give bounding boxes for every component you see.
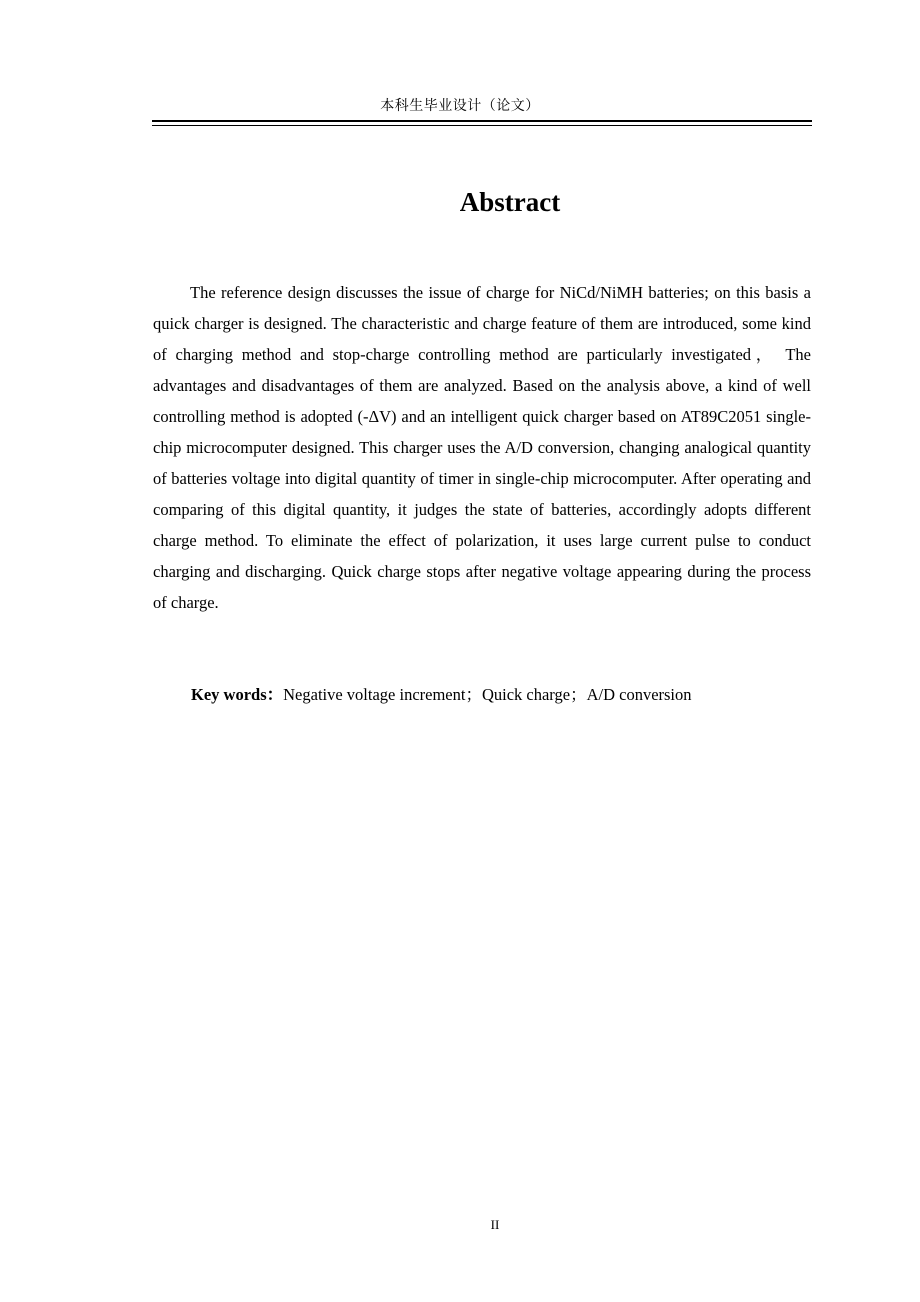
keywords-list: Negative voltage increment；Quick charge；A/D conversion	[283, 685, 692, 704]
abstract-paragraph: The reference design discusses the issue of charge for NiCd/NiMH batteries; on this basis a quick charger is designed. The characteristic and charge feature of them are introduced, some kind of charging method and stop-charge controlling method are particularly investigated， The advantages and disadvantages of them are analyzed. Based on the analysis above, a kind of well controlling method is adopted (-ΔV) and an intelligent quick charger based on AT89C2051 single-chip microcomputer designed. This charger uses the A/D conversion, changing analogical quantity of batteries voltage into digital quantity of timer in single-chip microcomputer. After operating and comparing of this digital quantity, it judges the state of batteries, accordingly adopts different charge method. To eliminate the effect of polarization, it uses large current pulse to conduct charging and discharging. Quick charge stops after negative voltage appearing during the process of charge.	[153, 283, 811, 612]
page-header: 本科生毕业设计（论文）	[380, 98, 540, 114]
header-rule-thin	[152, 125, 812, 126]
header-rule-thick	[152, 120, 812, 122]
page-number: II	[490, 1217, 500, 1232]
keywords-line	[191, 679, 831, 710]
abstract-title: Abstract	[459, 187, 561, 217]
keywords-label: Key words：	[191, 685, 284, 704]
